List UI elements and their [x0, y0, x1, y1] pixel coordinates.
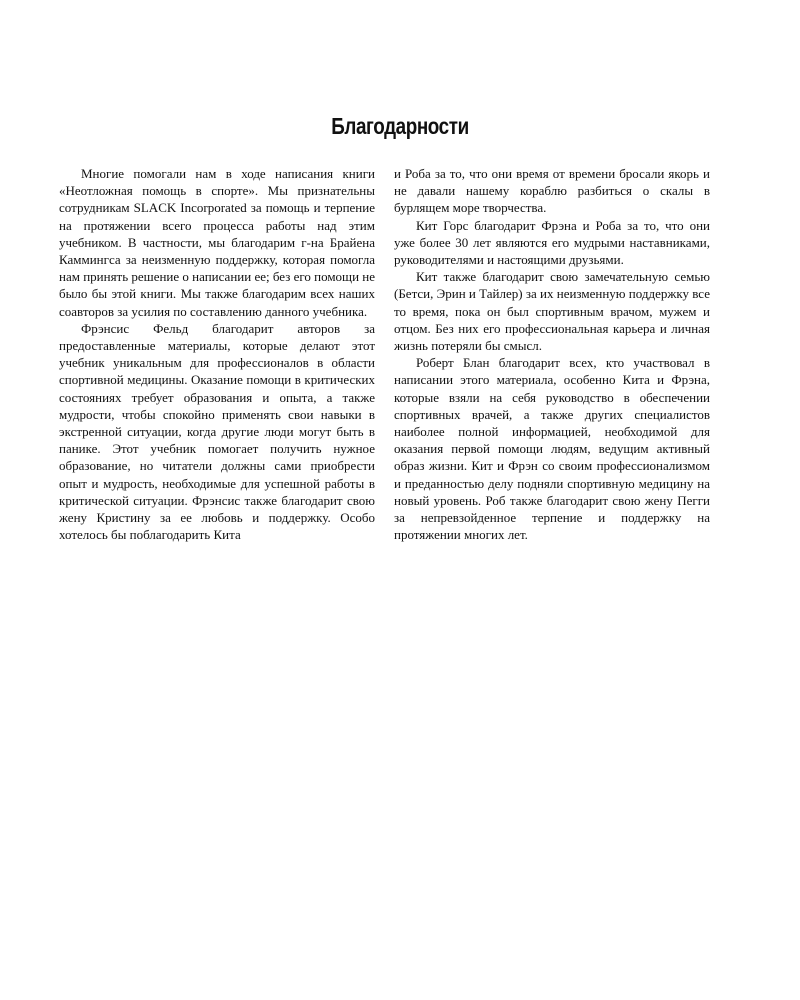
right-column: [394, 165, 710, 543]
paragraph-continuation: и Роба за то, что они время от времени бросали якорь и не давали нашему кораблю разбиться о скалы в бурлящем море творчества.: [394, 166, 710, 216]
left-column: [59, 165, 375, 543]
paragraph-francis: Фрэнсис Фельд благодарит авторов за предоставленные материалы, которые делают этот учебник уникальным для профессионалов в области спортивной медицины. Оказание помощи в критических состояниях требует образования и опыта, а также мудрости, чтобы спокойно применять свои навыки в экстренной ситуации, когда другие люди могут быть в панике. Этот учебник помогает получить нужное образование, но читатели должны сами приобрести опыт и мудрость, необходимые для успешной работы в критической ситуации. Фрэнсис также благодарит свою жену Кристину за ее любовь и поддержку. Особо хотелось бы поблагодарить Кита: [59, 320, 375, 543]
paragraph-robert-blan: Роберт Блан благодарит всех, кто участвовал в написании этого материала, особенно Кита и Фрэна, которые взяли на себя руководство в обеспечении спортивных врачей, а также других специалистов наиболее полной информацией, необходимой для оказания первой помощи людям, ведущим активный образ жизни. Кит и Фрэн со своим профессионализмом и преданностью делу подняли спортивную медицину на новый уровень. Роб также благодарит свою жену Пегги за непревзойденное терпение и поддержку на протяжении многих лет.: [394, 355, 710, 543]
page-title: Благодарности: [331, 113, 469, 139]
paragraph-kit-family: Кит также благодарит свою замечательную семью (Бетси, Эрин и Тайлер) за их неизменную поддержку все то время, пока он был спортивным врачом, мужем и отцом. Без них его профессиональная карьера и личная жизнь потеряли бы смысл.: [394, 269, 710, 354]
paragraph-intro: Многие помогали нам в ходе написания книги «Неотложная помощь в спорте». Мы признательны сотрудникам SLACK Incorporated за помощь и терпение на протяжении всего процесса работы над этим учебником. В частности, мы благодарим г-на Брайена Каммингса за неизменную поддержку, которая помогла нам принять решение о написании ее; без его помощи не было бы этой книги. Мы также благодарим всех наших соавторов за усилия по составлению данного учебника.: [59, 166, 376, 319]
text-columns: [59, 165, 710, 543]
paragraph-kit-gors: Кит Горс благодарит Фрэна и Роба за то, что они уже более 30 лет являются его мудрыми наставниками, руководителями и настоящими друзьями.: [394, 217, 710, 268]
